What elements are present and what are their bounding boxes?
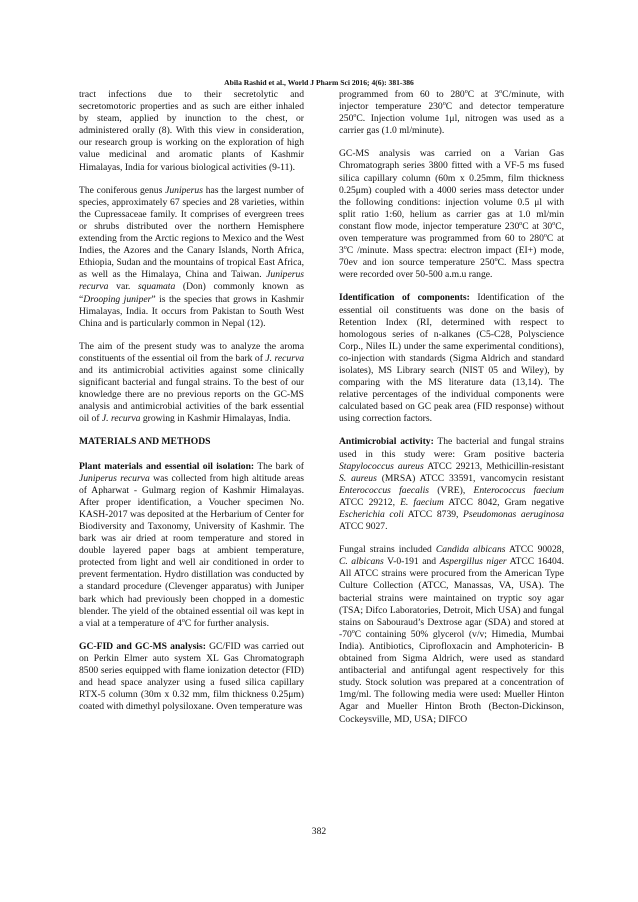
- paragraph: programmed from 60 to 280$^o$C at 3$^o$C/minute, with injector temperature 230$^o$C and detector temperature 250$^o$C. Injection volume 1μl, nitrogen was used as a carrier gas (1.0 ml/minute).: [339, 88, 564, 137]
- paragraph: GC-FID and GC-MS analysis: GC/FID was carried out on Perkin Elmer auto system XL Gas Chromatograph 8500 series equipped with flame ionization detector (FID) and head space analyzer using a fused silica capillary RTX-5 column (30m x 0.32 mm, film thickness 0.25μm) coated with dimethyl polysiloxane. Oven temperature was: [79, 640, 304, 713]
- paragraph: GC-MS analysis was carried on a Varian Gas Chromatograph series 3800 fitted with a VF-5 ms fused silica capillary column (60m x 0.25mm, film thickness 0.25μm) coupled with a 4000 series mass detector under the following conditions: injection volume 0.5 μl with split ratio 1:60, helium as carrier gas at 1.0 ml/min constant flow mode, injector temperature 230$^o$C at 30$^o$C, oven temperature was programmed from 60 to 280$^o$C at 3$^o$C /minute. Mass spectra: electron impact (EI+) mode, 70ev and ion source temperature 250$^o$C. Mass spectra were recorded over 50-500 a.m.u range.: [339, 148, 565, 281]
- paragraph: Identification of components: Identification of the essential oil constituents was done on the basis of Retention Index (RI, determined with respect to homologous series of n-alkanes (C5-C28, Polyscience Corp., Niles IL) under the same experimental conditions), co-injection with standards (Sigma Aldrich and standard isolates), MS Library search (NIST 05 and Wiley), by comparing with the MS literature data (13,14). The relative percentages of the individual components were calculated based on GC peak area (FID response) without using correction factors.: [339, 292, 565, 425]
- left-column: [79, 89, 304, 724]
- paragraph: Plant materials and essential oil isolation: The bark of Juniperus recurva was collected from high altitude areas of Apharwat - Gulmarg region of Kashmir Himalayas. After proper identification, a Voucher specimen No. KASH-2017 was deposited at the Herbarium of Center for Biodiversity and Taxonomy, University of Kashmir. The bark was air dried at room temperature and stored in double layered paper bags at ambient temperature, protected from light and well air conditioned in order to prevent fermentation. Hydro distillation was conducted by a standard procedure (Clevenger apparatus) with Juniper bark which had previously been chopped in a domestic blender. The yield of the obtained essential oil was kept in a vial at a temperature of 4$^o$C for further analysis.: [79, 460, 304, 629]
- section-heading: MATERIALS AND METHODS: [79, 436, 211, 448]
- running-header: Abila Rashid et al., World J Pharm Sci 2016; 4(6): 381-386: [224, 78, 414, 87]
- paragraph: tract infections due to their secretolytic and secretomotoric properties and as such are either inhaled by steam, applied by inunction to the chest, or administered orally (8). With this view in consideration, our research group is working on the exploration of high value medicinal and aromatic plants of Kashmir Himalayas, India for various biological activities (9-11).: [79, 89, 304, 173]
- page-number: 382: [311, 826, 327, 837]
- right-column: [339, 89, 564, 737]
- paragraph: The aim of the present study was to analyze the aroma constituents of the essential oil from the bark of J. recurva and its antimicrobial activities against some clinically significant bacterial and fungal strains. To the best of our knowledge there are no previous reports on the GC-MS analysis and antimicrobial activities of the bark essential oil of J. recurva growing in Kashmir Himalayas, India.: [79, 340, 304, 425]
- paragraph: Antimicrobial activity: The bacterial and fungal strains used in this study were: Gram positive bacteria Stapylococcus aureus ATCC 29213, Methicillin-resistant S. aureus (MRSA) ATCC 33591, vancomycin resistant Enterococcus faecalis (VRE), Enterococcus faecium ATCC 29212, E. faecium ATCC 8042, Gram negative Escherichia coli ATCC 8739, Pseudomonas aeruginosa ATCC 9027.: [339, 436, 565, 533]
- paragraph: Fungal strains included Candida albicans ATCC 90028, C. albicans V-0-191 and Aspergillus niger ATCC 16404. All ATCC strains were procured from the American Type Culture Collection (ATCC, Manassas, VA, USA). The bacterial strains were maintained on tryptic soy agar (TSA; Difco Laboratories, Detroit, Mich USA) and fungal stains on Sabouraud’s Dextrose agar (SDA) and stored at -70$^o$C containing 50% glycerol (v/v; Himedia, Mumbai India). Antibiotics, Ciprofloxacin and Amphotericin- B obtained from Sigma Aldrich, were used as standard antibacterial and antifungal agent respectively for this study. Stock solution was prepared at a concentration of 1mg/ml. The following media were used: Mueller Hinton Agar and Mueller Hinton Broth (Becton-Dickinson, Cockeysville, MD, USA; DIFCO: [339, 544, 564, 725]
- paragraph: The coniferous genus Juniperus has the largest number of species, approximately 67 species and 28 varieties, within the Cupressaceae family. It comprises of evergreen trees or shrubs distributed over the northern Hemisphere extending from the Arctic regions to Mexico and the West Indies, the Azores and the Canary Islands, North Africa, Ethiopia, Sudan and the mountains of tropical East Africa, as well as the Himalaya, China and Taiwan. Juniperus recurva var. squamata (Don) commonly known as “Drooping juniper” is the species that grows in Kashmir Himalayas, India. It occurs from Pakistan to South West China and is particularly common in Nepal (12).: [79, 184, 304, 329]
